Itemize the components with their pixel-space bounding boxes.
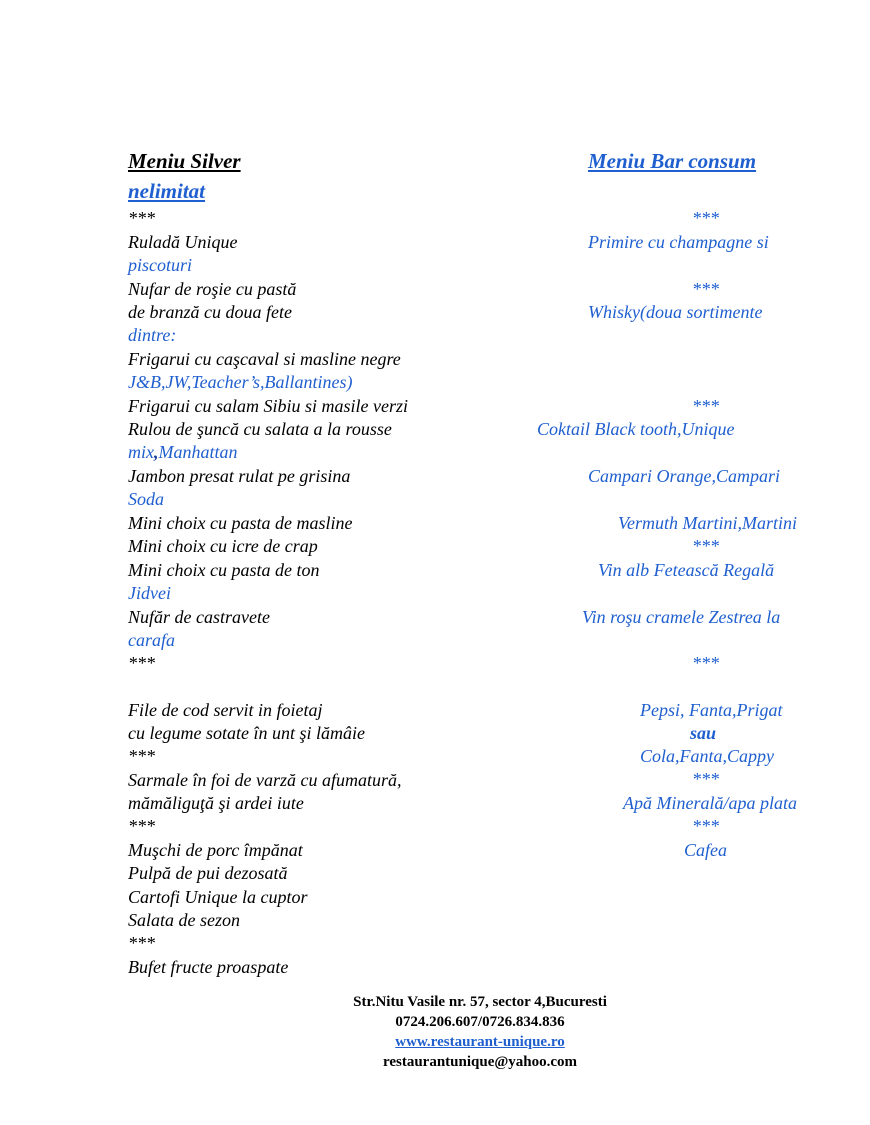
separator: *** (692, 536, 719, 556)
bar-item: Coktail Black tooth,Unique (537, 419, 735, 439)
bar-item: Cola,Fanta,Cappy (640, 746, 774, 766)
menu-item: Nufăr de castravete (128, 607, 270, 627)
separator: *** (128, 208, 155, 228)
silver-menu-title: Meniu Silver (128, 149, 241, 173)
bar-item: Vermuth Martini,Martini (618, 513, 797, 533)
menu-item: Nufar de roşie cu pastă (128, 279, 297, 299)
menu-item: de branză cu doua fete (128, 302, 292, 322)
separator: *** (128, 653, 155, 673)
bar-item: J&B,JW,Teacher’s,Ballantines) (128, 372, 353, 392)
menu-item: Frigarui cu salam Sibiu si masile verzi (128, 396, 408, 416)
separator: *** (692, 769, 719, 789)
separator: *** (692, 208, 719, 228)
footer-email: restaurantunique@yahoo.com (382, 1054, 578, 1070)
bar-item-mix (128, 441, 238, 463)
menu-item: Jambon presat rulat pe grisina (128, 466, 351, 486)
bar-item: piscoturi (128, 255, 193, 275)
footer-address: Str.Nitu Vasile nr. 57, sector 4,Bucuresti (353, 994, 607, 1010)
bar-item: Whisky(doua sortimente (588, 302, 763, 322)
separator: *** (128, 933, 155, 953)
separator: *** (692, 816, 719, 836)
bar-item-manhattan: Manhattan (158, 442, 238, 462)
bar-item: Jidvei (128, 583, 171, 603)
bar-item: Vin alb Fetească Regală (598, 560, 775, 580)
bold-comma: , (154, 442, 159, 462)
bar-menu-title-continued: nelimitat (128, 179, 206, 203)
bar-item-mix-text: mix (128, 442, 154, 462)
bar-item: Campari Orange,Campari (588, 466, 781, 486)
separator: *** (128, 746, 155, 766)
menu-item: Mini choix cu icre de crap (128, 536, 318, 556)
bar-item: Vin roşu cramele Zestrea la (582, 607, 781, 627)
footer-website-row (0, 1032, 870, 1052)
menu-item: Sarmale în foi de varză cu afumatură, (128, 770, 402, 790)
menu-item: Mini choix cu pasta de masline (128, 513, 353, 533)
menu-item: Pulpă de pui dezosată (128, 863, 288, 883)
menu-item: Cartofi Unique la cuptor (128, 887, 308, 907)
bar-item: Cafea (684, 840, 727, 860)
footer-phones: 0724.206.607/0726.834.836 (395, 1014, 565, 1030)
menu-item: Bufet fructe proaspate (128, 957, 289, 977)
separator: *** (692, 653, 719, 673)
menu-item: Frigarui cu caşcaval si masline negre (128, 349, 401, 369)
bar-item: Primire cu champagne si (588, 232, 769, 252)
bar-menu-title: Meniu Bar consum (588, 149, 757, 173)
separator: *** (692, 279, 719, 299)
bar-item: carafa (128, 630, 175, 650)
menu-item: mămăliguţă şi ardei iute (128, 793, 304, 813)
menu-item: Ruladă Unique (128, 232, 238, 252)
menu-item: Salata de sezon (128, 910, 240, 930)
bar-item: Pepsi, Fanta,Prigat (640, 700, 783, 720)
separator: *** (128, 816, 155, 836)
separator: *** (692, 396, 719, 416)
menu-item: Mini choix cu pasta de ton (128, 560, 320, 580)
menu-item: cu legume sotate în unt şi lămâie (128, 723, 365, 743)
bar-item: Soda (128, 489, 164, 509)
bar-item: Apă Minerală/apa plata (623, 793, 797, 813)
menu-item: Muşchi de porc împănat (128, 840, 303, 860)
bar-item: dintre: (128, 325, 177, 345)
menu-item: File de cod servit in foietaj (128, 700, 323, 720)
bar-item-or: sau (690, 723, 717, 743)
website-link[interactable]: www.restaurant-unique.ro (395, 1034, 565, 1050)
menu-item: Rulou de şuncă cu salata a la rousse (128, 419, 392, 439)
